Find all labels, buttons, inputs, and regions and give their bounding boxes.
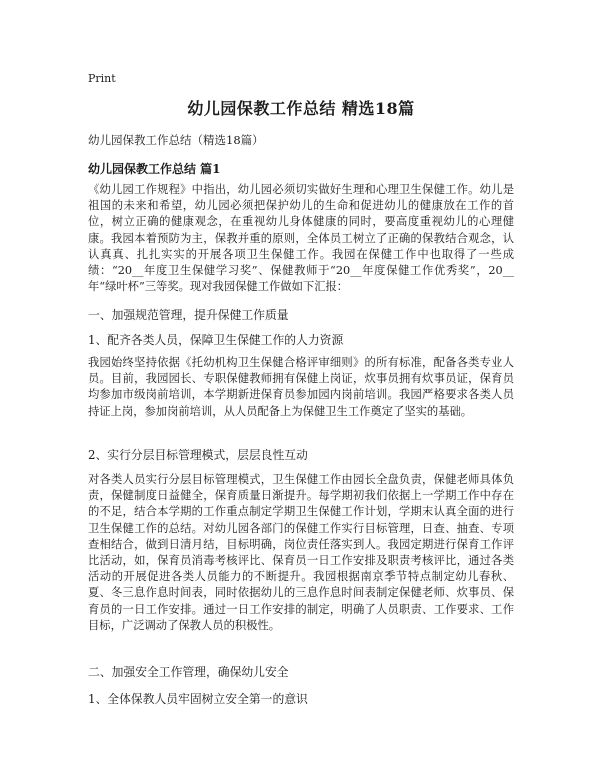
paragraph-1: 我园始终坚持依据《托幼机构卫生保健合格评审细则》的所有标准，配备各类专业人员。目前，我园园长、专职保健教师拥有保健上岗证，炊事员拥有炊事员证，保育员均参加市级岗前培训，本学期新进保育员参加园内岗前培训。我园严格要求各类人员持证上岗，参加岗前培训，从人员配备上为保健卫生工作奠定了坚实的基础。 xyxy=(88,356,514,418)
intro-paragraph: 《幼儿园工作规程》中指出，幼儿园必须切实做好生理和心理卫生保健工作。幼儿是祖国的未来和希望，幼儿园必须把保护幼儿的生命和促进幼儿的健康放在工作的首位，树立正确的健康观念，在重视幼儿身体健康的同时，要高度重视幼儿的心理健康。我园本着预防为主，保教并重的原则，全体员工树立了正确的保教结合观念，认认真真、扎扎实实的开展各项卫生保健工作。我园在保健工作中也取得了一些成绩：“20__年度卫生保健学习奖”、保健教师于“20__年度保健工作优秀奖”，20__年“绿叶杯”三等奖。现对我园保健工作做如下汇报： xyxy=(88,183,514,294)
print-label[interactable]: Print xyxy=(88,72,116,85)
document-title: 幼儿园保教工作总结 精选18篇 xyxy=(187,99,415,118)
heading-1-1: 1、配齐各类人员，保障卫生保健工作的人力资源 xyxy=(88,333,344,347)
document-subtitle: 幼儿园保教工作总结（精选18篇） xyxy=(88,133,264,147)
heading-1-2: 2、实行分层目标管理模式，层层良性互动 xyxy=(88,448,308,462)
paragraph-2: 对各类人员实行分层目标管理模式，卫生保健工作由园长全盘负责，保健老师具体负责，保健制度日益健全，保育质量日渐提升。每学期初我们依据上一学期工作中存在的不足，结合本学期的工作重点制定学期卫生保健工作计划，学期末认真全面的进行卫生保健工作的总结。对幼儿园各部门的保健工作实行目标管理，日查、抽查、专项查相结合，做到日清月结，目标明确，岗位责任落实到人。我园定期进行保育工作评比活动，如，保育员消毒考核评比、保育员一日工作安排及职责考核评比，通过各类活动的开展促进各类人员能力的不断提升。我园根据南京季节特点制定幼儿春秋、夏、冬三息作息时间表，同时依据幼儿的三息作息时间表制定保健老师、炊事员、保育员的一日工作安排。通过一日工作安排的制定，明确了人员职责、工作要求、工作目标，广泛调动了保教人员的积极性。 xyxy=(88,473,514,632)
section-title: 幼儿园保教工作总结 篇1 xyxy=(88,162,221,176)
heading-2-1: 1、全体保教人员牢固树立安全第一的意识 xyxy=(88,692,308,706)
heading-1: 一、加强规范管理，提升保健工作质量 xyxy=(88,308,289,322)
heading-2: 二、加强安全工作管理，确保幼儿安全 xyxy=(88,665,289,679)
